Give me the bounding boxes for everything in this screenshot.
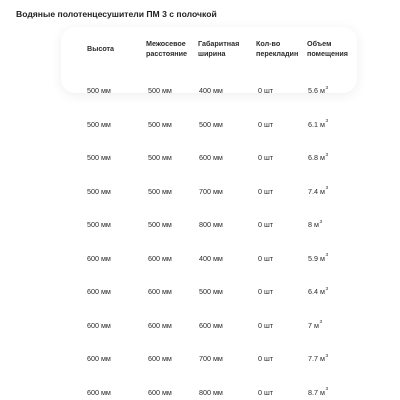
cell-bars (258, 285, 273, 299)
table-row (0, 218, 400, 232)
cell-bars (258, 84, 273, 98)
cell-volume (308, 285, 328, 299)
cell-height-text: 600 мм (87, 354, 111, 363)
cell-height (87, 118, 111, 132)
cell-bars-text: 0 шт (258, 153, 274, 162)
cell-width (199, 218, 223, 232)
cell-bars-text: 0 шт (258, 354, 274, 363)
cell-volume-text: 6.4 м (308, 287, 325, 296)
cell-bars (258, 252, 273, 266)
cell-width (199, 285, 223, 299)
cell-height-text: 600 мм (87, 287, 111, 296)
table-row (0, 386, 400, 400)
cell-volume (308, 386, 328, 400)
cell-height-text: 500 мм (87, 186, 111, 196)
cell-height (87, 386, 111, 400)
cell-volume-text: 7.7 м (308, 354, 325, 363)
cell-height (87, 218, 111, 232)
table-row (0, 118, 400, 132)
cell-spacing-text: 500 мм (148, 220, 172, 229)
column-header-height: Высота (87, 44, 115, 53)
cell-spacing (148, 118, 172, 132)
column-header-bars: Кол-во перекладин (256, 39, 299, 58)
cell-volume-text: 6.8 м (308, 153, 325, 162)
cell-height-text: 500 мм (87, 220, 111, 229)
cell-spacing (148, 151, 172, 165)
cell-width-text: 600 мм (199, 320, 223, 330)
column-header-spacing: Межосевое расстояние (146, 39, 188, 58)
cell-width (199, 84, 223, 98)
cell-height (87, 285, 111, 299)
volume-unit-exponent: 3 (319, 320, 323, 326)
cell-volume (308, 185, 328, 199)
cell-spacing (148, 386, 172, 400)
cell-spacing (148, 252, 172, 266)
cell-spacing (148, 352, 172, 366)
cell-spacing (148, 185, 172, 199)
cell-bars-text: 0 шт (258, 220, 274, 229)
cell-width-text: 700 мм (199, 186, 223, 196)
column-header-width: Габаритная ширина (198, 39, 240, 58)
cell-bars (258, 352, 273, 366)
volume-unit-exponent: 3 (325, 186, 329, 192)
cell-spacing (148, 84, 172, 98)
cell-spacing-text: 600 мм (148, 253, 172, 263)
volume-unit-exponent: 3 (325, 253, 329, 259)
volume-unit-exponent: 3 (325, 119, 329, 125)
volume-unit-exponent: 3 (325, 353, 329, 359)
cell-volume (308, 319, 322, 333)
cell-width-text: 400 мм (199, 253, 223, 263)
table-row (0, 185, 400, 199)
table-row (0, 151, 400, 165)
cell-spacing-text: 500 мм (148, 153, 172, 162)
column-header-volume: Объем помещения (307, 39, 348, 58)
cell-spacing (148, 218, 172, 232)
cell-height-text: 600 мм (87, 320, 111, 330)
cell-spacing (148, 285, 172, 299)
cell-volume (308, 252, 328, 266)
table-row (0, 352, 400, 366)
cell-width (199, 386, 223, 400)
cell-bars-text: 0 шт (258, 86, 274, 95)
volume-unit-exponent: 3 (325, 387, 329, 393)
page-title: Водяные полотенцесушители ПМ 3 с полочкой (16, 9, 217, 19)
cell-bars (258, 319, 273, 333)
table-row (0, 319, 400, 333)
cell-height-text: 500 мм (87, 86, 111, 95)
cell-bars-text: 0 шт (258, 320, 274, 330)
cell-volume-text: 8.7 м (308, 387, 325, 397)
cell-volume (308, 151, 328, 165)
cell-bars-text: 0 шт (258, 287, 274, 296)
cell-volume-text: 5.9 м (308, 253, 325, 263)
cell-width-text: 500 мм (199, 119, 223, 129)
cell-width (199, 118, 223, 132)
cell-height (87, 252, 111, 266)
cell-bars (258, 218, 273, 232)
cell-volume-text: 8 м (308, 220, 319, 229)
cell-bars-text: 0 шт (258, 253, 274, 263)
volume-unit-exponent: 3 (325, 85, 329, 91)
cell-volume (308, 352, 328, 366)
volume-unit-exponent: 3 (325, 152, 329, 158)
cell-bars-text: 0 шт (258, 186, 274, 196)
cell-spacing-text: 500 мм (148, 119, 172, 129)
cell-spacing-text: 600 мм (148, 387, 172, 397)
volume-unit-exponent: 3 (325, 286, 329, 292)
cell-volume (308, 84, 328, 98)
cell-volume-text: 6.1 м (308, 119, 325, 129)
cell-height (87, 185, 111, 199)
cell-spacing-text: 600 мм (148, 320, 172, 330)
cell-volume-text: 5.6 м (308, 86, 325, 95)
cell-height-text: 500 мм (87, 119, 111, 129)
cell-height (87, 319, 111, 333)
cell-width-text: 800 мм (199, 387, 223, 397)
cell-spacing-text: 500 мм (148, 86, 172, 95)
cell-width (199, 151, 223, 165)
cell-bars-text: 0 шт (258, 119, 274, 129)
cell-width (199, 185, 223, 199)
cell-width-text: 600 мм (199, 153, 223, 162)
cell-width-text: 400 мм (199, 86, 223, 95)
cell-height-text: 500 мм (87, 153, 111, 162)
cell-height (87, 352, 111, 366)
cell-height-text: 600 мм (87, 253, 111, 263)
cell-bars (258, 151, 273, 165)
cell-spacing-text: 600 мм (148, 287, 172, 296)
cell-height-text: 600 мм (87, 387, 111, 397)
cell-bars (258, 386, 273, 400)
table-row (0, 285, 400, 299)
cell-volume-text: 7 м (308, 320, 319, 330)
cell-volume (308, 218, 322, 232)
cell-spacing (148, 319, 172, 333)
table-row (0, 252, 400, 266)
cell-width-text: 700 мм (199, 354, 223, 363)
cell-width-text: 800 мм (199, 220, 223, 229)
cell-width (199, 252, 223, 266)
cell-spacing-text: 500 мм (148, 186, 172, 196)
volume-unit-exponent: 3 (319, 219, 323, 225)
cell-bars-text: 0 шт (258, 387, 274, 397)
cell-volume (308, 118, 328, 132)
cell-spacing-text: 600 мм (148, 354, 172, 363)
cell-bars (258, 185, 273, 199)
cell-width (199, 319, 223, 333)
cell-width (199, 352, 223, 366)
cell-height (87, 151, 111, 165)
cell-volume-text: 7.4 м (308, 186, 325, 196)
table-row (0, 84, 400, 98)
cell-height (87, 84, 111, 98)
cell-bars (258, 118, 273, 132)
cell-width-text: 500 мм (199, 287, 223, 296)
